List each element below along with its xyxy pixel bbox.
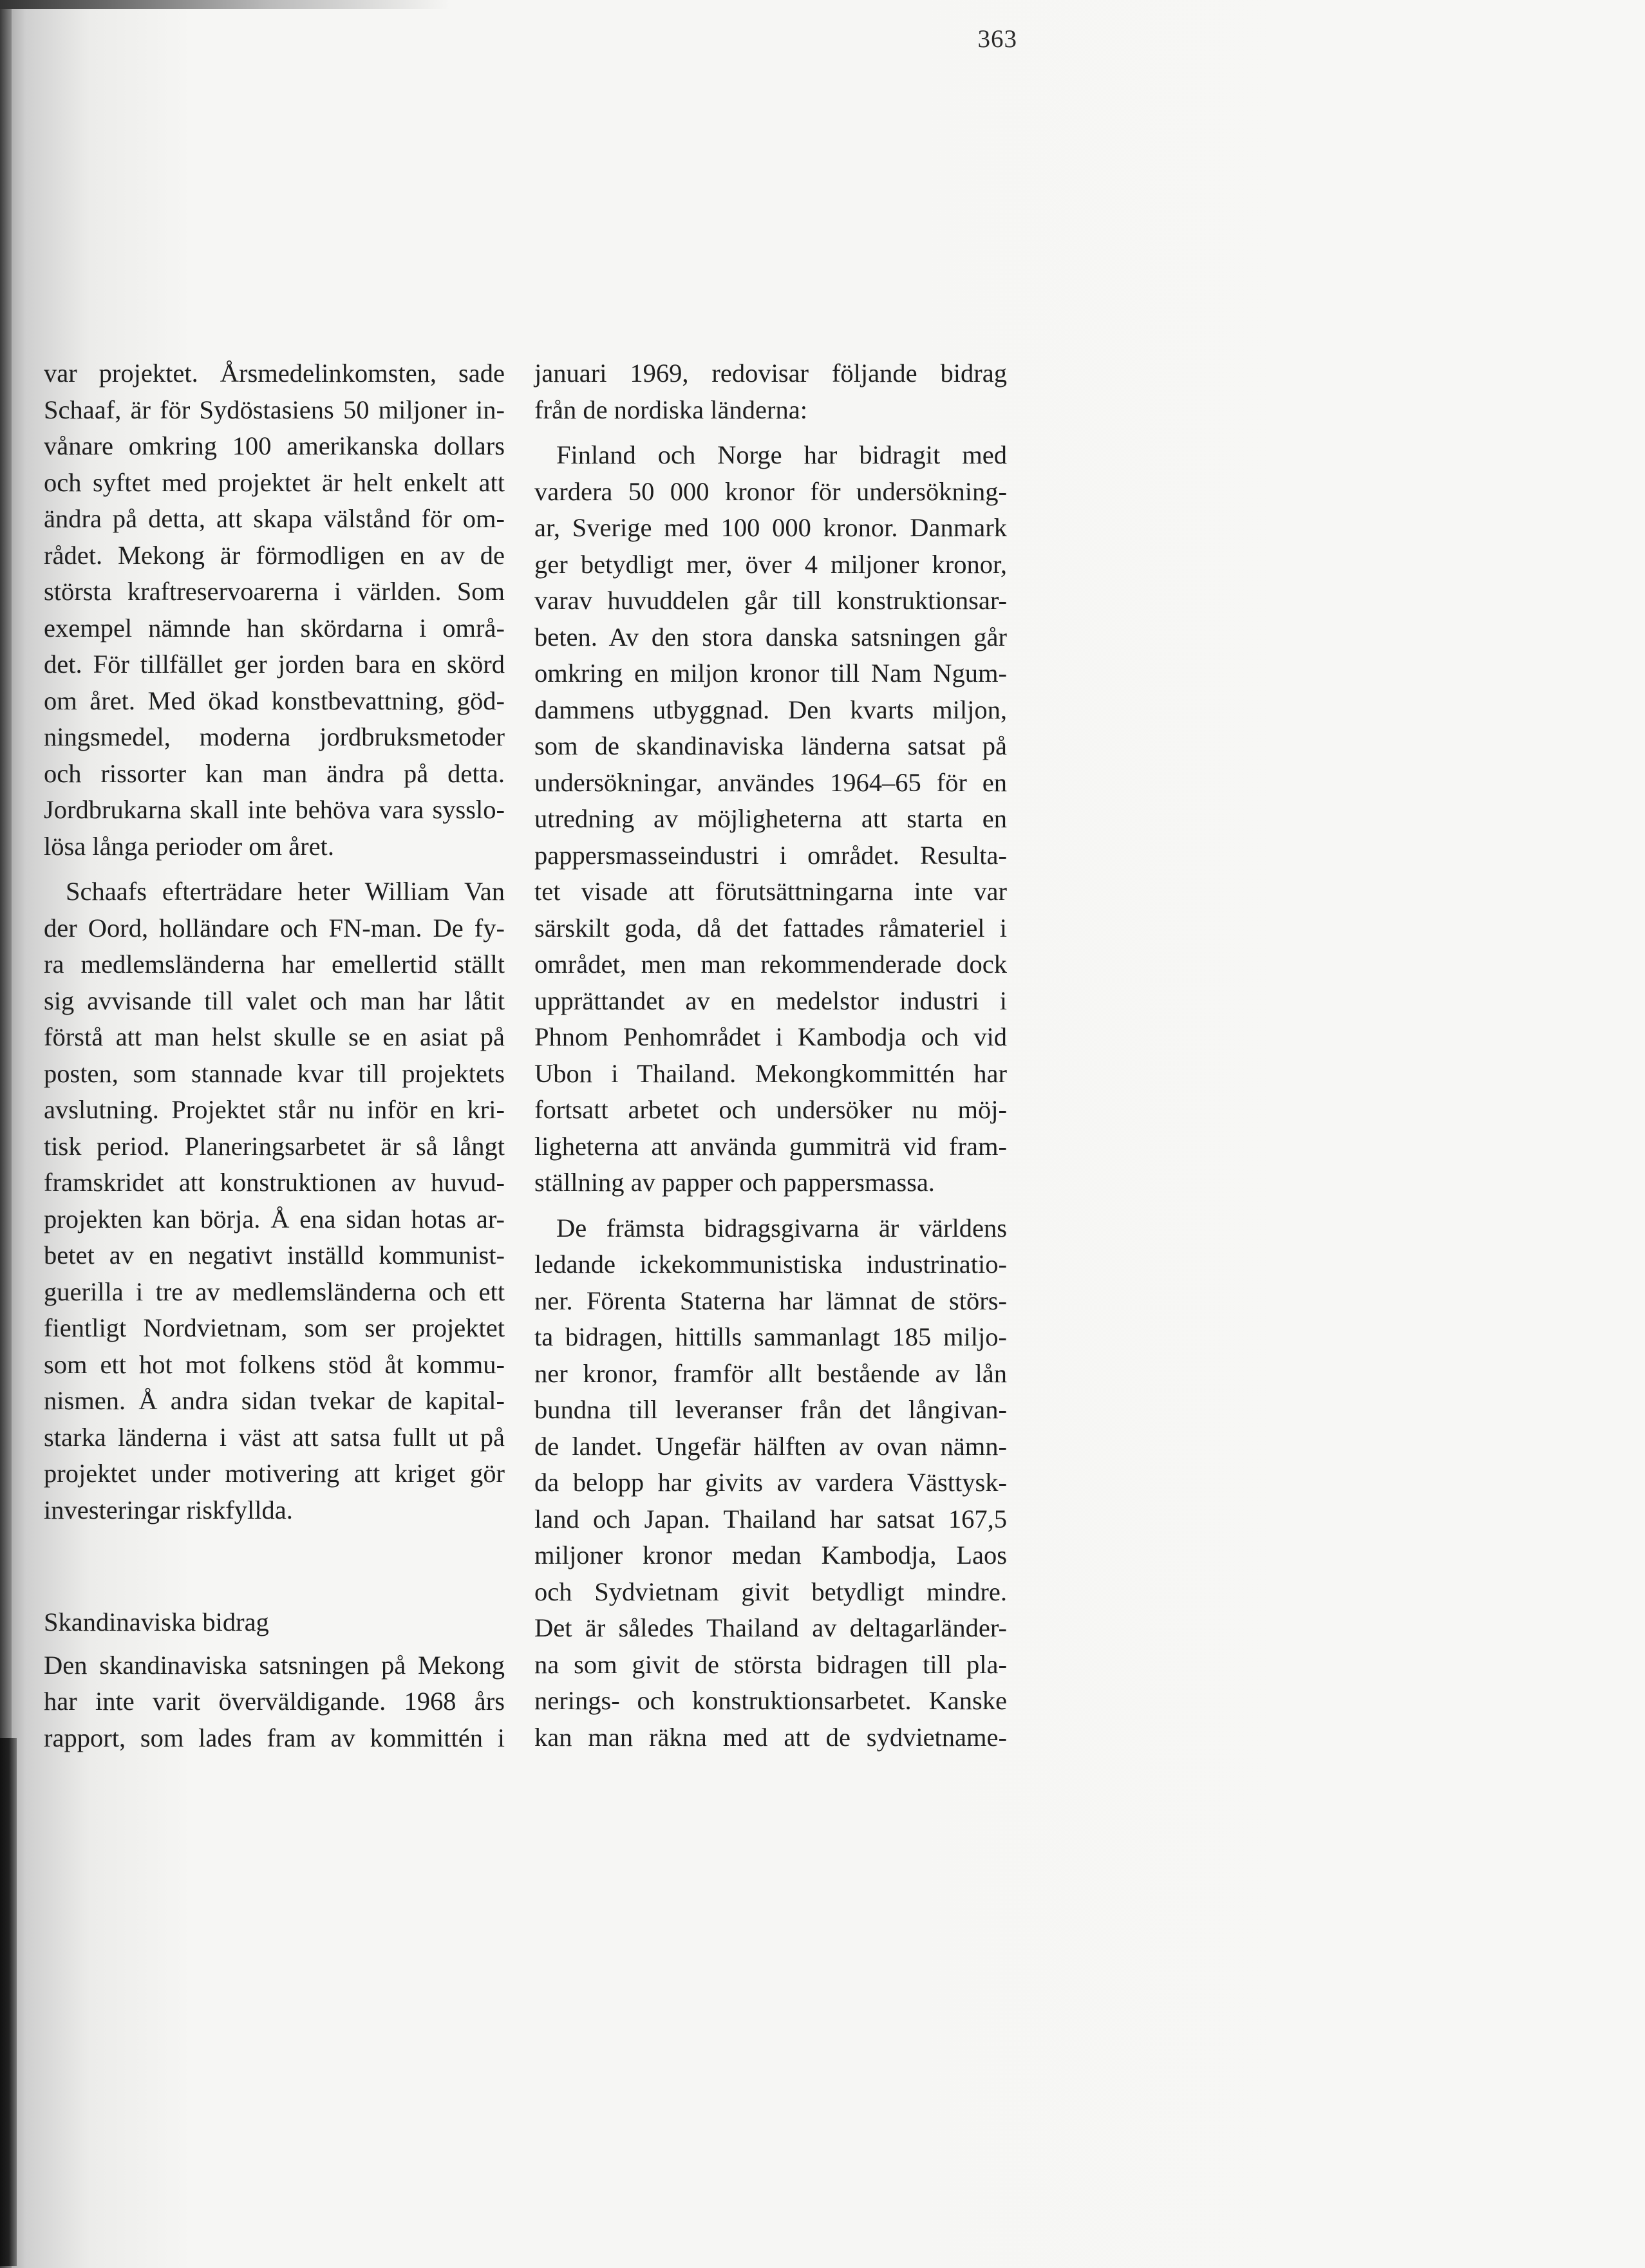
text-line: lösa långa perioder om året. bbox=[44, 831, 334, 861]
text-line: projekten kan börja. Å ena sidan hotas ar- bbox=[44, 1204, 505, 1233]
text-line: största kraftreservoarerna i världen. Som bbox=[44, 577, 505, 606]
text-line: omkring en miljon kronor till Nam Ngum- bbox=[534, 659, 1007, 688]
text-line: exempel nämnde han skördarna i områ- bbox=[44, 613, 505, 642]
text-line: fientligt Nordvietnam, som ser projektet bbox=[44, 1313, 505, 1342]
text-line: nismen. Å andra sidan tvekar de kapital- bbox=[44, 1386, 505, 1415]
text-line: utredning av möjligheterna att starta en bbox=[534, 804, 1007, 833]
text-line: och syftet med projektet är helt enkelt att bbox=[44, 467, 505, 497]
text-line: från de nordiska länderna: bbox=[534, 395, 807, 424]
text-line: varav huvuddelen går till konstruktionsar- bbox=[534, 586, 1007, 615]
text-line: och rissorter kan man ändra på detta. bbox=[44, 758, 505, 788]
text-line: upprättandet av en medelstor industri i bbox=[534, 986, 1007, 1015]
text-line: januari 1969, redovisar följande bidrag bbox=[534, 359, 1007, 388]
text-line: posten, som stannade kvar till projektets bbox=[44, 1058, 505, 1088]
text-line: investeringar riskfyllda. bbox=[44, 1495, 293, 1524]
text-line: beten. Av den stora danska satsningen går bbox=[534, 622, 1007, 651]
text-line: det. För tillfället ger jorden bara en skörd bbox=[44, 650, 505, 679]
text-line: ställning av papper och pappersmassa. bbox=[534, 1168, 935, 1197]
text-line: fortsatt arbetet och undersöker nu möj- bbox=[534, 1095, 1007, 1124]
text-line: som de skandinaviska länderna satsat på bbox=[534, 731, 1007, 760]
text-line: om året. Med ökad konstbevattning, göd- bbox=[44, 686, 505, 715]
text-line: framskridet att konstruktionen av huvud- bbox=[44, 1168, 505, 1197]
text-line: har inte varit överväldigande. 1968 års bbox=[44, 1687, 505, 1716]
text-line: ar, Sverige med 100 000 kronor. Danmark bbox=[534, 513, 1007, 542]
text-line: ger betydligt mer, över 4 miljoner kronor, bbox=[534, 549, 1007, 579]
left-paragraph-3 bbox=[44, 1647, 505, 1757]
text-line: miljoner kronor medan Kambodja, Laos bbox=[534, 1541, 1007, 1570]
text-line: vånare omkring 100 amerikanska dollars bbox=[44, 431, 505, 460]
text-line: Jordbrukarna skall inte behöva vara sysslo- bbox=[44, 795, 505, 824]
text-line: da belopp har givits av vardera Västtysk- bbox=[534, 1468, 1007, 1497]
text-line: starka länderna i väst att satsa fullt ut på bbox=[44, 1422, 505, 1452]
text-line: Schaafs efterträdare heter William Van bbox=[66, 877, 505, 906]
text-line: Finland och Norge har bidragit med bbox=[556, 440, 1007, 469]
text-line: sig avvisande till valet och man har låtit bbox=[44, 986, 505, 1015]
text-line: undersökningar, användes 1964–65 för en bbox=[534, 767, 1007, 797]
left-paragraph-2 bbox=[44, 874, 505, 1528]
right-paragraph-3 bbox=[534, 1210, 1007, 1756]
left-column bbox=[44, 355, 505, 1756]
text-line: betet av en negativt inställd kommunist- bbox=[44, 1241, 505, 1270]
text-line: ra medlemsländerna har emellertid ställt bbox=[44, 950, 505, 979]
text-line: rådet. Mekong är förmodligen en av de bbox=[44, 540, 505, 570]
text-line: tet visade att förutsättningarna inte var bbox=[534, 877, 1007, 906]
text-line: ligheterna att använda gummiträ vid fram- bbox=[534, 1131, 1007, 1161]
text-line: land och Japan. Thailand har satsat 167,5 bbox=[534, 1504, 1007, 1533]
text-line: De främsta bidragsgivarna är världens bbox=[556, 1213, 1007, 1242]
text-line: rapport, som lades fram av kommittén i bbox=[44, 1723, 505, 1752]
top-edge-shadow bbox=[0, 0, 451, 9]
page-number: 363 bbox=[977, 25, 1017, 53]
text-line: Den skandinaviska satsningen på Mekong bbox=[44, 1650, 505, 1680]
text-line: ändra på detta, att skapa välstånd för om- bbox=[44, 504, 505, 533]
text-line: som ett hot mot folkens stöd åt kommu- bbox=[44, 1349, 505, 1379]
text-line: området, men man rekommenderade dock bbox=[534, 950, 1007, 979]
text-line: der Oord, holländare och FN-man. De fy- bbox=[44, 913, 505, 942]
text-line: särskilt goda, då det fattades råmateriel i bbox=[534, 913, 1007, 942]
text-line: var projektet. Årsmedelinkomsten, sade bbox=[44, 359, 505, 388]
text-line: Phnom Penhområdet i Kambodja och vid bbox=[534, 1022, 1007, 1051]
text-line: ta bidragen, hittills sammanlagt 185 miljo- bbox=[534, 1322, 1007, 1351]
text-line: nerings- och konstruktionsarbetet. Kanske bbox=[534, 1686, 1007, 1715]
text-line: och Sydvietnam givit betydligt mindre. bbox=[534, 1577, 1007, 1606]
section-heading: Skandinaviska bidrag bbox=[44, 1607, 269, 1636]
text-line: förstå att man helst skulle se en asiat på bbox=[44, 1022, 505, 1051]
right-paragraph-2 bbox=[534, 437, 1007, 1201]
text-line: na som givit de största bidragen till pla- bbox=[534, 1649, 1007, 1679]
right-column bbox=[534, 355, 1007, 1756]
binding-edge-mark bbox=[0, 1738, 17, 2266]
left-paragraph-1 bbox=[44, 355, 505, 865]
text-line: pappersmasseindustri i området. Resulta- bbox=[534, 840, 1007, 870]
text-line: avslutning. Projektet står nu inför en kri- bbox=[44, 1095, 505, 1124]
text-line: vardera 50 000 kronor för undersökning- bbox=[534, 476, 1007, 506]
text-line: Schaaf, är för Sydöstasiens 50 miljoner in- bbox=[44, 395, 505, 424]
text-line: projektet under motivering att kriget gör bbox=[44, 1459, 505, 1488]
text-line: ningsmedel, moderna jordbruksmetoder bbox=[44, 722, 505, 751]
text-line: Det är således Thailand av deltagarländer- bbox=[534, 1613, 1007, 1642]
text-line: Ubon i Thailand. Mekongkommittén har bbox=[534, 1058, 1007, 1088]
text-line: ner. Förenta Staterna har lämnat de störs- bbox=[534, 1286, 1007, 1315]
text-line: bundna till leveranser från det långivan- bbox=[534, 1395, 1007, 1424]
text-line: kan man räkna med att de sydvietname- bbox=[534, 1722, 1007, 1752]
text-line: dammens utbyggnad. Den kvarts miljon, bbox=[534, 695, 1007, 724]
text-line: ner kronor, framför allt bestående av lån bbox=[534, 1358, 1007, 1388]
text-line: ledande ickekommunistiska industrinatio- bbox=[534, 1250, 1007, 1279]
right-paragraph-1 bbox=[534, 355, 1007, 428]
text-line: guerilla i tre av medlemsländerna och ett bbox=[44, 1277, 505, 1306]
text-line: de landet. Ungefär hälften av ovan nämn- bbox=[534, 1431, 1007, 1461]
text-line: tisk period. Planeringsarbetet är så långt bbox=[44, 1131, 505, 1161]
